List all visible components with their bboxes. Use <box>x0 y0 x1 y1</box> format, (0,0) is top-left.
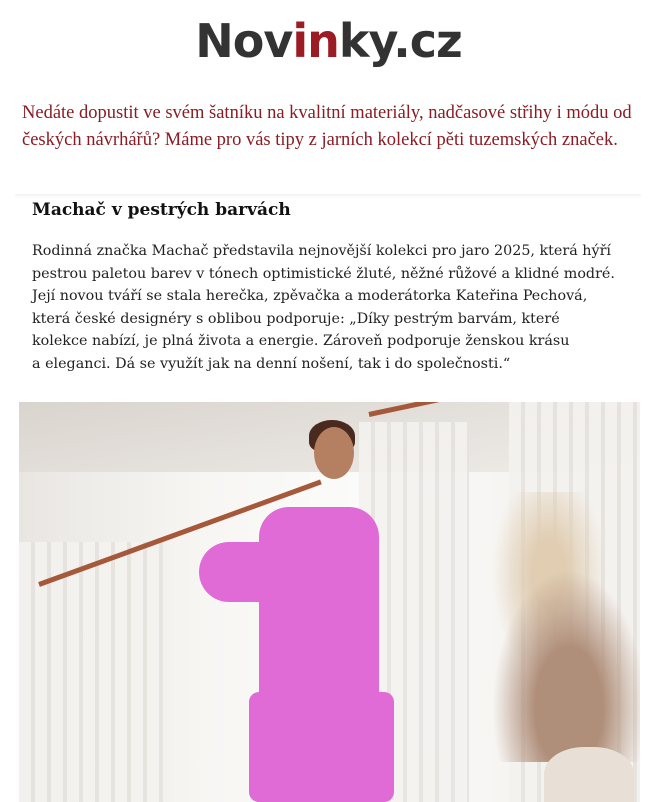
logo-text-accent: in <box>292 14 339 68</box>
section-body <box>32 240 647 375</box>
photo-model-trousers <box>249 692 394 802</box>
novinky-logo[interactable] <box>0 14 657 68</box>
article-photo[interactable] <box>19 402 640 802</box>
body-line: kolekce nabízí, je plná života a energie. Zároveň podporuje ženskou krásu <box>32 333 570 349</box>
photo-model-head <box>314 427 354 479</box>
section-divider <box>15 194 641 198</box>
photo-model-arm <box>199 542 269 602</box>
photo-flowers <box>449 492 640 762</box>
article-perex: Nedáte dopustit ve svém šatníku na kvalitní materiály, nadčasové střihy i módu od českých návrhářů? Máme pro vás tipy z jarních kolekcí pěti tuzemských značek. <box>22 103 632 150</box>
body-line: pestrou paletou barev v tónech optimistické žluté, něžné růžové a klidné modré. <box>32 265 615 282</box>
section-heading: Machač v pestrých barvách <box>32 200 291 220</box>
logo-text: Nov <box>195 14 293 68</box>
photo-model-top <box>259 507 379 707</box>
body-line: a eleganci. Dá se využít jak na denní nošení, tak i do společnosti.“ <box>32 355 511 372</box>
logo-text: ky.cz <box>338 14 462 68</box>
photo-vase <box>544 747 634 802</box>
body-line: Rodinná značka Machač představila nejnovější kolekci pro jaro 2025, která hýří <box>32 243 611 259</box>
body-line: Její novou tváří se stala herečka, zpěvačka a moderátorka Kateřina Pechová, <box>32 288 588 304</box>
body-line: která české designéry s oblibou podporuje: „Díky pestrým barvám, které <box>32 310 560 327</box>
